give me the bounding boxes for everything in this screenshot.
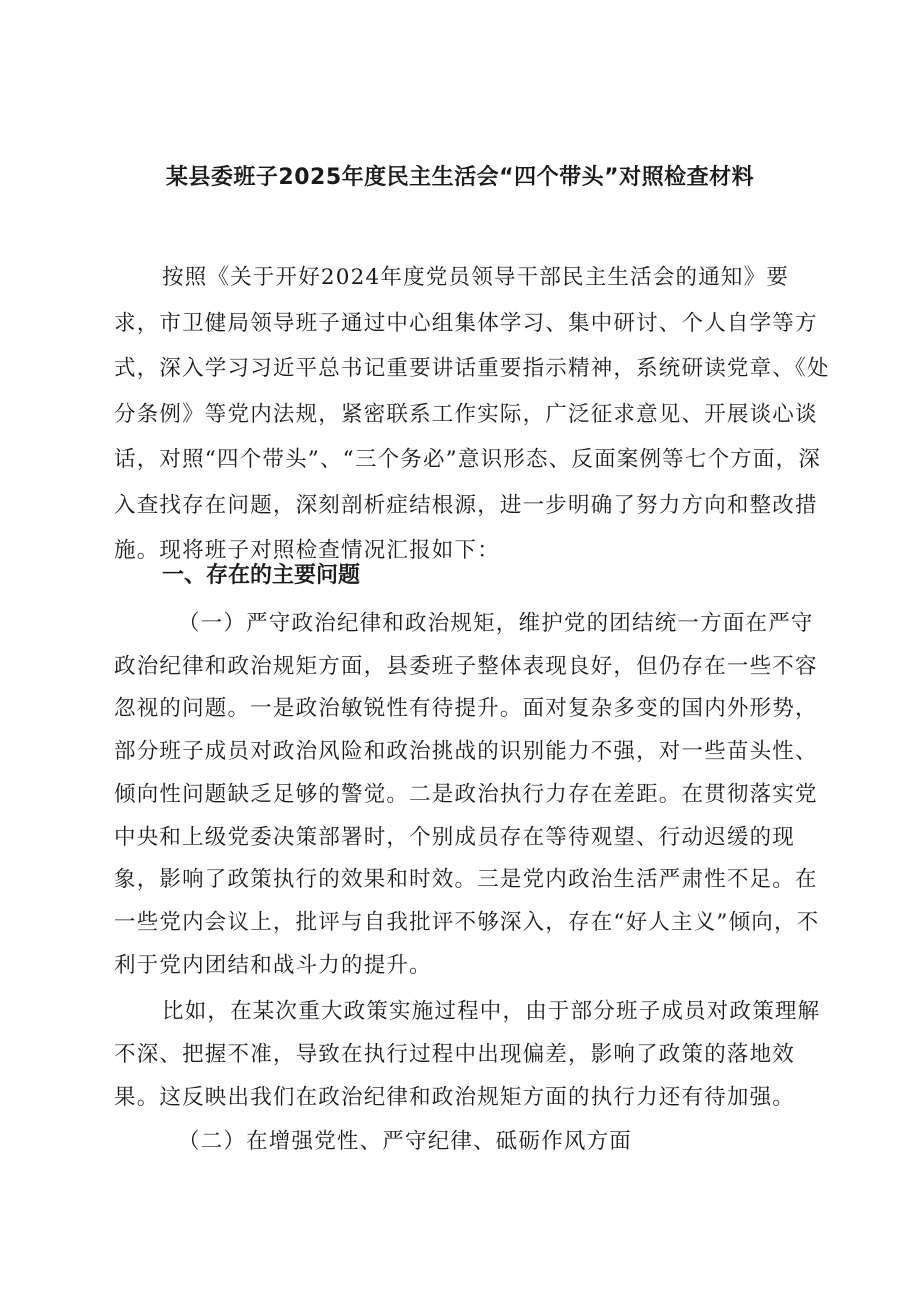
subsection-two-heading: （二）在增强党性、严守纪律、砥砺作风方面	[178, 1129, 633, 1154]
document-title: 某县委班子2025年度民主生活会“四个带头”对照检查材料	[165, 165, 755, 190]
intro-paragraph: 按照《关于开好2024年度党员领导干部民主生活会的通知》要求，市卫健局领导班子通过中心组集体学习、集中研讨、个人自学等方式，深入学习习近平总书记重要讲话重要指示精神，系统研读党章、《处分条例》等党内法规，紧密联系工作实际，广泛征求意见、开展谈心谈话，对照“四个带头”、“三个务必”意识形态、反面案例等七个方面，深入查找存在问题，深刻剖析症结根源，进一步明确了努力方向和整改措施。现将班子对照检查情况汇报如下：	[114, 265, 830, 563]
section-heading-main-problems: 一、存在的主要问题	[162, 563, 361, 588]
subsection-one-paragraph: （一）严守政治纪律和政治规矩，维护党的团结统一方面在严守政治纪律和政治规矩方面，县委班子整体表现良好，但仍存在一些不容忽视的问题。一是政治敏锐性有待提升。面对复杂多变的国内外形势，部分班子成员对政治风险和政治挑战的识别能力不强，对一些苗头性、倾向性问题缺乏足够的警觉。二是政治执行力存在差距。在贯彻落实党中央和上级党委决策部署时，个别成员存在等待观望、行动迟缓的现象，影响了政策执行的效果和时效。三是党内政治生活严肃性不足。在一些党内会议上，批评与自我批评不够深入，存在“好人主义”倾向，不利于党内团结和战斗力的提升。	[114, 611, 820, 978]
example-paragraph: 比如，在某次重大政策实施过程中，由于部分班子成员对政策理解不深、把握不准，导致在执行过程中出现偏差，影响了政策的落地效果。这反映出我们在政治纪律和政治规矩方面的执行力还有待加强。	[114, 999, 821, 1110]
